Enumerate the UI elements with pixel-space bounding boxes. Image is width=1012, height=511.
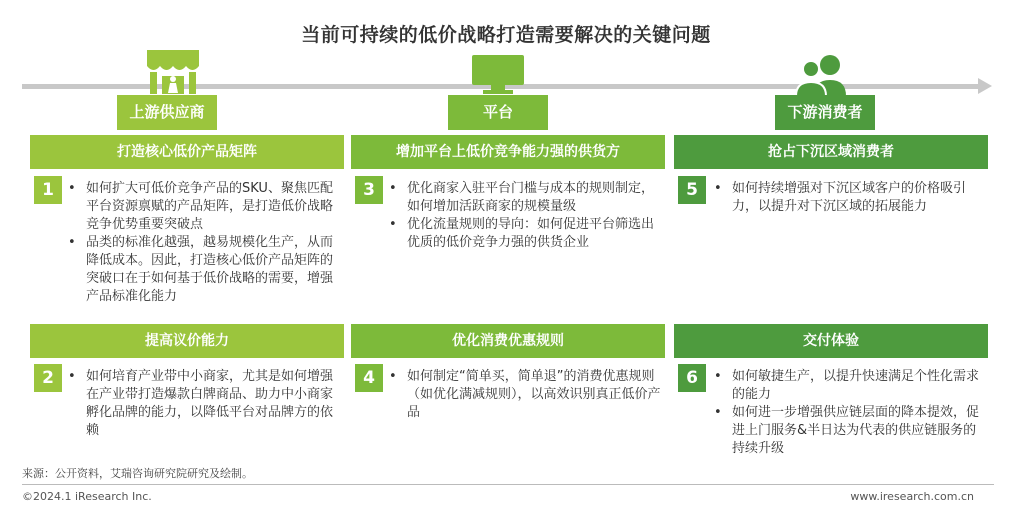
list-item: • 如何敏捷生产，以提升快速满足个性化需求的能力 [712,368,988,404]
list-item: • 优化流量规则的导向：如何促进平台筛选出优质的低价竞争力强的供货企业 [387,216,663,252]
list-item: • 品类的标准化越强，越易规模化生产，从而降低成本。因此，打造核心低价产品矩阵的突破口在于如何基于低价战略的需要，增强产品标准化能力 [66,234,344,306]
storefront-icon [146,48,200,96]
bullet-list-6 [712,368,988,458]
footer-divider [22,484,994,485]
card-title-5: 抢占下沉区域消费者 [674,135,988,169]
number-badge-4: 4 [355,364,383,392]
list-item: • 如何持续增强对下沉区域客户的价格吸引力，以提升对下沉区域的拓展能力 [712,180,988,216]
list-item: • 优化商家入驻平台门槛与成本的规则制定，如何增加活跃商家的规模量级 [387,180,663,216]
bullet-list-3 [387,180,663,252]
stage-label-downstream: 下游消费者 [775,95,875,130]
card-title-3: 增加平台上低价竞争能力强的供货方 [351,135,665,169]
bullet-list-1 [66,180,344,306]
monitor-icon [469,54,527,96]
number-badge-3: 3 [355,176,383,204]
number-badge-2: 2 [34,364,62,392]
copyright-text: ©2024.1 iResearch Inc. [22,490,152,503]
number-badge-5: 5 [678,176,706,204]
list-item: • 如何扩大可低价竞争产品的SKU、聚焦匹配平台资源禀赋的产品矩阵，是打造低价战略竞争优势重要突破点 [66,180,344,234]
list-item: • 如何制定“简单买，简单退”的消费优惠规则（如优化满减规则），以高效识别真正低价产品 [387,368,663,422]
card-title-4: 优化消费优惠规则 [351,324,665,358]
timeline-arrowhead [978,78,992,94]
people-icon [794,52,850,96]
card-title-6: 交付体验 [674,324,988,358]
number-badge-1: 1 [34,176,62,204]
list-item: • 如何进一步增强供应链层面的降本提效，促进上门服务&半日达为代表的供应链服务的持续升级 [712,404,988,458]
bullet-list-4 [387,368,663,422]
website-link[interactable]: www.iresearch.com.cn [850,490,974,503]
stage-label-platform: 平台 [448,95,548,130]
bullet-list-2 [66,368,344,440]
list-item: • 如何培育产业带中小商家，尤其是如何增强在产业带打造爆款白牌商品、助力中小商家孵化品牌的能力，以降低平台对品牌方的依赖 [66,368,344,440]
bullet-list-5 [712,180,988,216]
source-note: 来源：公开资料，艾瑞咨询研究院研究及绘制。 [22,467,253,480]
page-title: 当前可持续的低价战略打造需要解决的关键问题 [301,24,711,46]
card-title-1: 打造核心低价产品矩阵 [30,135,344,169]
number-badge-6: 6 [678,364,706,392]
stage-label-upstream: 上游供应商 [117,95,217,130]
card-title-2: 提高议价能力 [30,324,344,358]
